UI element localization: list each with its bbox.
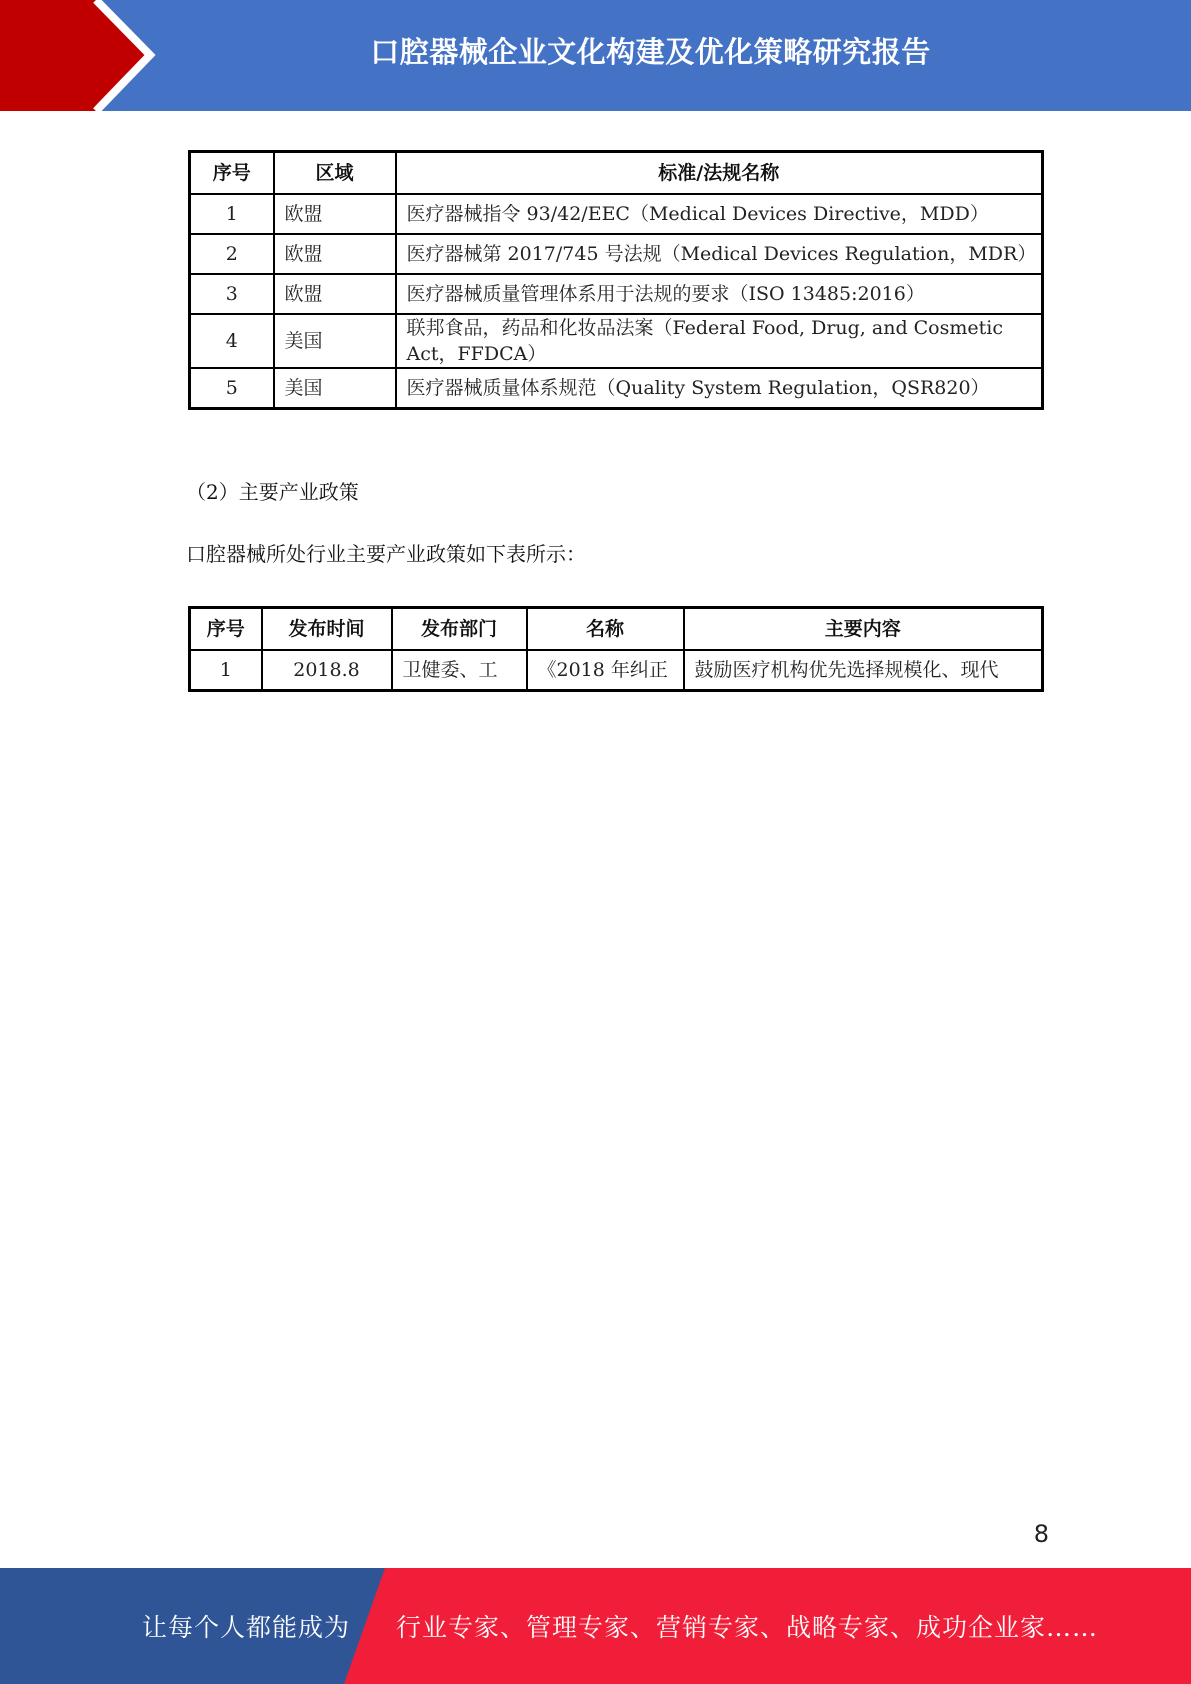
cell-region: 美国	[274, 314, 396, 368]
header-cell-release-date: 发布时间	[262, 608, 392, 651]
header-banner	[0, 0, 1191, 111]
policy-table	[188, 606, 1044, 692]
cell-region: 美国	[274, 368, 396, 409]
cell-department: 卫健委、工	[392, 650, 527, 691]
table-row	[190, 650, 1043, 691]
header-cell-content: 主要内容	[684, 608, 1043, 651]
footer-banner	[0, 1568, 1191, 1684]
table-row	[190, 194, 1043, 234]
cell-index: 1	[190, 650, 262, 691]
cell-index: 1	[190, 194, 274, 234]
cell-name: 《2018 年纠正	[527, 650, 684, 691]
header-cell-standard-name: 标准/法规名称	[396, 152, 1043, 195]
footer-slogan-left: 让每个人都能成为	[142, 1613, 351, 1642]
cell-region: 欧盟	[274, 194, 396, 234]
header-cell-region: 区域	[274, 152, 396, 195]
table-row	[190, 274, 1043, 314]
header-cell-department: 发布部门	[392, 608, 527, 651]
cell-index: 2	[190, 234, 274, 274]
cell-index: 5	[190, 368, 274, 409]
standards-table	[188, 150, 1044, 410]
table-row	[190, 314, 1043, 368]
header-title: 口腔器械企业文化构建及优化策略研究报告	[370, 34, 931, 69]
header-cell-name: 名称	[527, 608, 684, 651]
cell-standard-name: 医疗器械第 2017/745 号法规（Medical Devices Regulation，MDR）	[396, 234, 1043, 274]
header-cell-index: 序号	[190, 152, 274, 195]
standards-header-row	[190, 152, 1043, 195]
header-red-arrow	[0, 0, 150, 111]
table-row	[190, 234, 1043, 274]
cell-standard-name: 联邦食品，药品和化妆品法案（Federal Food, Drug, and Cosmetic Act，FFDCA）	[396, 314, 1043, 368]
cell-standard-name: 医疗器械质量体系规范（Quality System Regulation，QSR820）	[396, 368, 1043, 409]
cell-index: 4	[190, 314, 274, 368]
table-row	[190, 368, 1043, 409]
cell-standard-name: 医疗器械指令 93/42/EEC（Medical Devices Directive，MDD）	[396, 194, 1043, 234]
cell-region: 欧盟	[274, 234, 396, 274]
cell-region: 欧盟	[274, 274, 396, 314]
cell-index: 3	[190, 274, 274, 314]
cell-content: 鼓励医疗机构优先选择规模化、现代	[684, 650, 1043, 691]
cell-release-date: 2018.8	[262, 650, 392, 691]
policy-header-row	[190, 608, 1043, 651]
footer-slogan-right: 行业专家、管理专家、营销专家、战略专家、成功企业家……	[396, 1613, 1099, 1642]
intro-paragraph: 口腔器械所处行业主要产业政策如下表所示：	[186, 542, 586, 566]
header-cell-index: 序号	[190, 608, 262, 651]
page-number: 8	[1033, 1520, 1049, 1548]
section-heading: （2）主要产业政策	[186, 480, 359, 504]
cell-standard-name: 医疗器械质量管理体系用于法规的要求（ISO 13485:2016）	[396, 274, 1043, 314]
